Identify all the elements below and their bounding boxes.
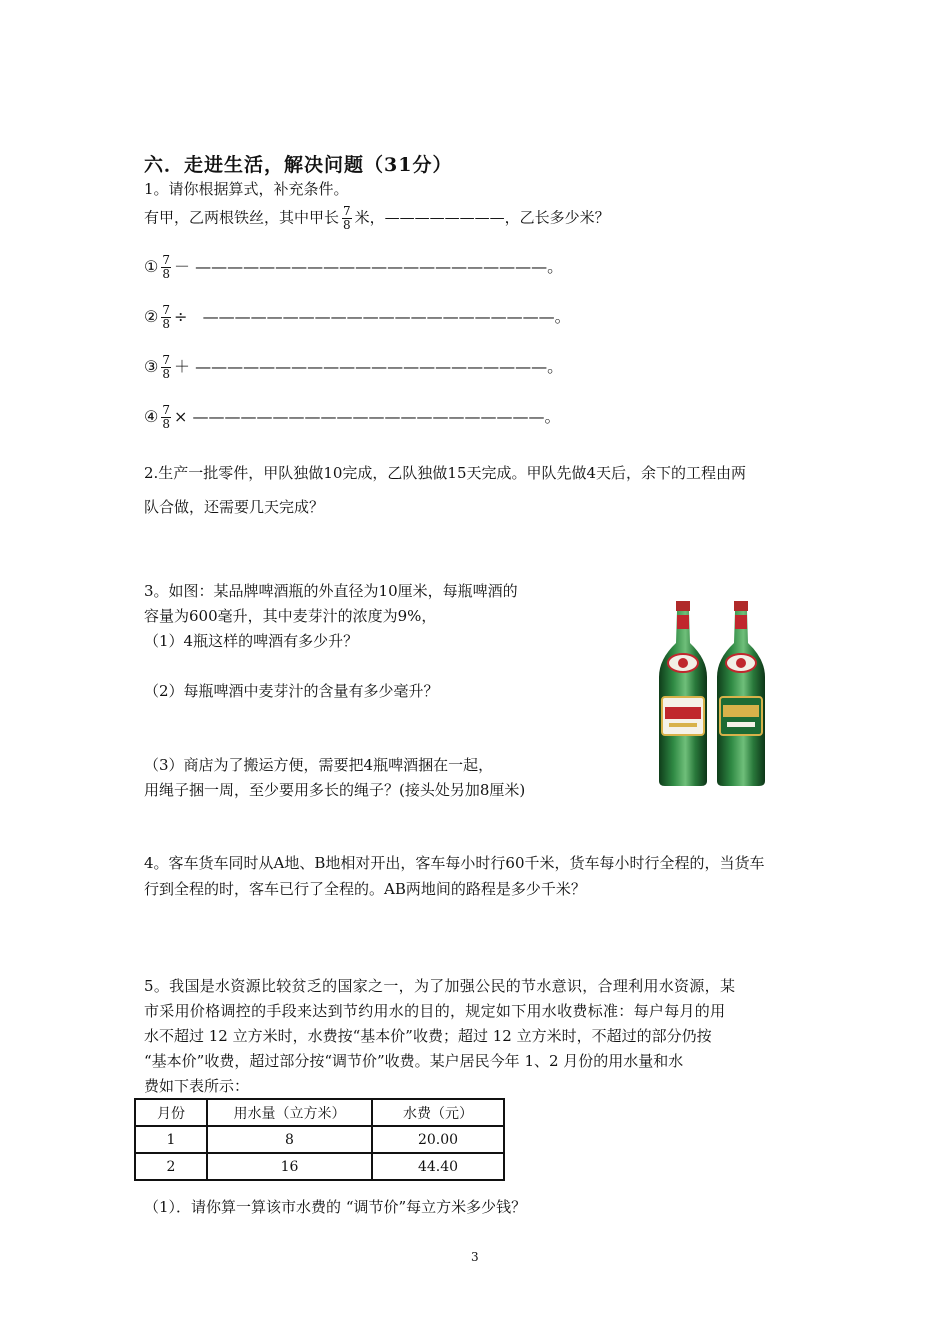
q5-line-5: 费如下表所示： [144, 1077, 250, 1095]
q2-line-1: 2.生产一批零件，甲队独做10完成，乙队独做15天完成。甲队先做4天后，余下的工程由两 [144, 464, 747, 482]
header-month: 月份 [135, 1099, 207, 1126]
q3-sub-3-line-1: （3）商店为了搬运方便，需要把4瓶啤酒捆在一起， [144, 756, 494, 774]
table-row: 1 8 20.00 [135, 1126, 504, 1153]
water-fee-table [134, 1098, 505, 1181]
answer-blank: ——————————————————————。 [195, 257, 564, 276]
q1-stem [144, 205, 610, 232]
q1-option-1: ① $\frac{7}{8}$ － ——————————————————————。 [144, 253, 564, 281]
table-row: 2 16 44.40 [135, 1153, 504, 1180]
header-water-usage: 用水量（立方米） [207, 1099, 372, 1126]
q1-intro: 1。请你根据算式，补充条件。 [144, 180, 349, 198]
q5-line-4: “基本价”收费，超过部分按“调节价”收费。某户居民今年 1、2 月份的用水量和水 [144, 1052, 684, 1070]
page-number: 3 [471, 1250, 479, 1264]
q1-option-3: ③ $\frac{7}{8}$ ＋ ——————————————————————。 [144, 353, 564, 381]
fraction-seven-eighths: $\frac{7}{8}$ [343, 204, 351, 232]
q1-option-4: ④ $\frac{7}{8}$ × ——————————————————————。 [144, 403, 561, 431]
q4-line-2: 行到全程的时，客车已行了全程的。AB两地间的路程是多少千米？ [144, 880, 586, 898]
q3-sub-2: （2）每瓶啤酒中麦芽汁的含量有多少毫升？ [144, 682, 439, 700]
beer-bottle-right [717, 601, 765, 786]
q5-line-1: 5。我国是水资源比较贫乏的国家之一，为了加强公民的节水意识，合理利用水资源，某 [144, 977, 736, 995]
q2-line-2: 队合做，还需要几天完成？ [144, 498, 325, 516]
beer-bottles-image [655, 597, 770, 789]
beer-bottle-left [659, 601, 707, 786]
q5-line-3: 水不超过 12 立方米时，水费按“基本价”收费；超过 12 立方米时，不超过的部分仍按 [144, 1027, 712, 1045]
answer-blank: ——————————————————————。 [202, 307, 571, 326]
answer-blank: ——————————————————————。 [195, 357, 564, 376]
q1-option-2: ② $\frac{7}{8}$ ÷ ——————————————————————。 [144, 303, 571, 331]
q3-sub-1: （1）4瓶这样的啤酒有多少升？ [144, 632, 359, 650]
answer-blank: ——————————————————————。 [192, 407, 561, 426]
section-title: 六．走进生活，解决问题（31分） [144, 154, 453, 176]
q1-stem-before: 有甲，乙两根铁丝，其中甲长 [144, 208, 340, 227]
q3-line-1: 3。如图：某品牌啤酒瓶的外直径为10厘米，每瓶啤酒的 [144, 582, 518, 600]
q5-line-2: 市采用价格调控的手段来达到节约用水的目的，规定如下用水收费标准：每户每月的用 [144, 1002, 726, 1020]
q3-sub-3-line-2: 用绳子捆一周，至少要用多长的绳子？(接头处另加8厘米) [144, 781, 526, 799]
q1-stem-after: 米，————————，乙长多少米？ [354, 208, 610, 227]
q5-sub-1: （1）．请你算一算该市水费的 “调节价”每立方米多少钱？ [144, 1198, 527, 1216]
header-water-fee: 水费（元） [372, 1099, 504, 1126]
table-header-row [135, 1099, 504, 1126]
q3-line-2: 容量为600毫升，其中麦芽汁的浓度为9%， [144, 607, 437, 625]
q4-line-1: 4。客车货车同时从A地、B地相对开出，客车每小时行60千米，货车每小时行全程的，当货车 [144, 854, 765, 872]
